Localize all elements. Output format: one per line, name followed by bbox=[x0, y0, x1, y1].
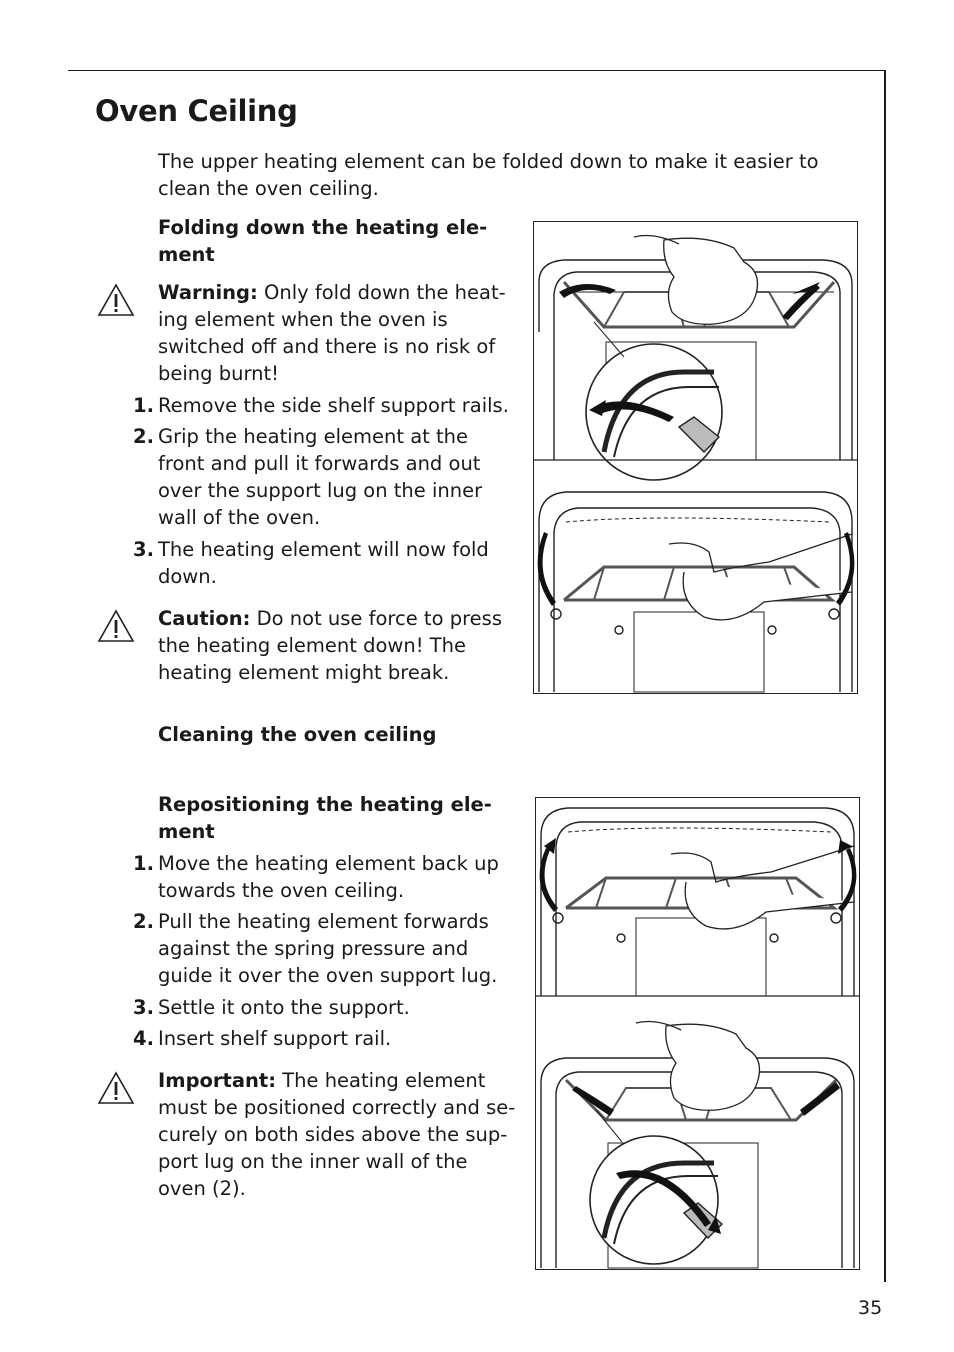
repositioning-illustration-graphic bbox=[536, 798, 859, 1269]
top-rule bbox=[68, 70, 886, 71]
warning-label: Warning: bbox=[158, 281, 258, 304]
step-number: 3. bbox=[133, 996, 154, 1019]
folding-step bbox=[133, 536, 503, 590]
cleaning-heading: Cleaning the oven ceiling bbox=[158, 723, 437, 746]
folding-illustration bbox=[533, 221, 858, 694]
warning-text: Only fold down the heat-ing element when the oven is switched off and there is no risk of being burnt! bbox=[158, 281, 506, 385]
warning-icon bbox=[97, 283, 135, 317]
important-block bbox=[158, 1067, 518, 1202]
caution-label: Caution: bbox=[158, 607, 251, 630]
step-number: 3. bbox=[133, 538, 154, 561]
step-number: 1. bbox=[133, 394, 154, 417]
repositioning-step bbox=[133, 908, 523, 989]
repositioning-illustration bbox=[535, 797, 860, 1270]
step-number: 4. bbox=[133, 1027, 154, 1050]
warning-block bbox=[158, 279, 518, 387]
important-label: Important: bbox=[158, 1069, 277, 1092]
important-text: The heating element must be positioned correctly and se-curely on both sides above the sup-port lug on the inner wall of the oven (2). bbox=[158, 1069, 516, 1200]
repositioning-step bbox=[133, 994, 523, 1021]
step-number: 2. bbox=[133, 425, 154, 448]
caution-text: Do not use force to press the heating element down! The heating element might break. bbox=[158, 607, 502, 684]
caution-icon bbox=[97, 609, 135, 643]
step-text: Grip the heating element at the front and pull it forwards and out over the support lug on the inner wall of the oven. bbox=[158, 425, 483, 529]
step-text: Pull the heating element forwards against the spring pressure and guide it over the oven support lug. bbox=[158, 910, 498, 987]
folding-heading: Folding down the heating ele-ment bbox=[158, 216, 488, 266]
folding-step bbox=[133, 392, 523, 419]
step-number: 1. bbox=[133, 852, 154, 875]
repositioning-step bbox=[133, 850, 523, 904]
step-text: Settle it onto the support. bbox=[158, 996, 410, 1019]
important-icon bbox=[97, 1071, 135, 1105]
right-rule bbox=[884, 70, 886, 1282]
step-text: Move the heating element back up towards the oven ceiling. bbox=[158, 852, 499, 902]
step-text: Remove the side shelf support rails. bbox=[158, 394, 509, 417]
page-number: 35 bbox=[858, 1297, 883, 1319]
intro-paragraph: The upper heating element can be folded down to make it easier to clean the oven ceiling. bbox=[158, 150, 819, 200]
page-title: Oven Ceiling bbox=[95, 94, 298, 128]
step-text: The heating element will now fold down. bbox=[158, 538, 489, 588]
folding-step bbox=[133, 423, 503, 531]
repositioning-heading: Repositioning the heating ele-ment bbox=[158, 793, 492, 843]
caution-block bbox=[158, 605, 518, 686]
folding-illustration-graphic bbox=[534, 222, 857, 693]
step-number: 2. bbox=[133, 910, 154, 933]
repositioning-step bbox=[133, 1025, 523, 1052]
step-text: Insert shelf support rail. bbox=[158, 1027, 392, 1050]
